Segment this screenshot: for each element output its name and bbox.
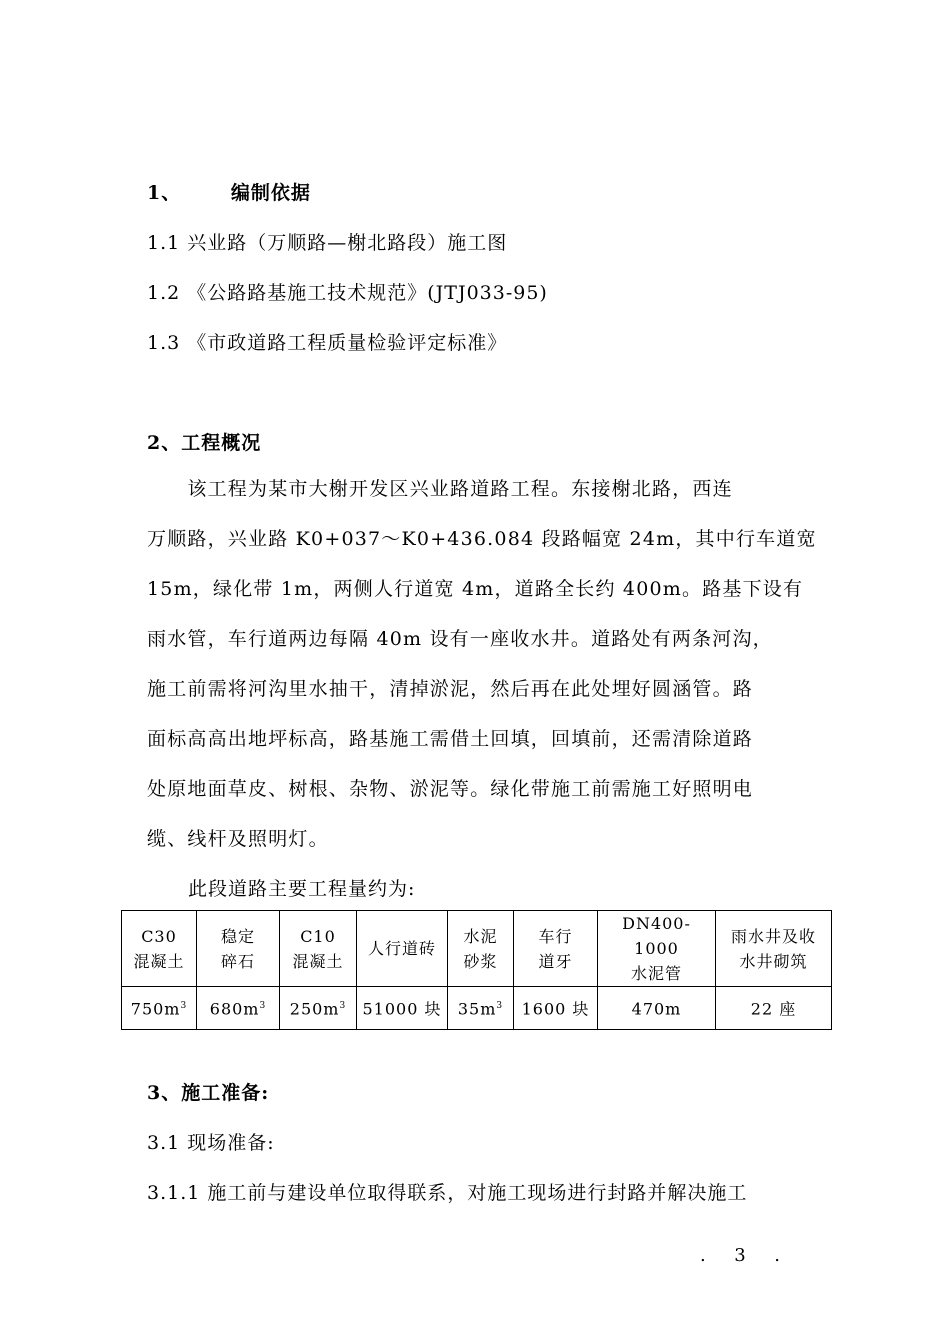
paragraph-line: 缆、线杆及照明灯。 (147, 828, 329, 850)
table-cell: 22 座 (716, 987, 832, 1030)
page-number: 3 (734, 1245, 746, 1266)
table-row (122, 987, 832, 1030)
paragraph-line: 面标高高出地坪标高，路基施工需借土回填，回填前，还需清除道路 (147, 728, 754, 750)
table-intro: 此段道路主要工程量约为: (188, 878, 416, 900)
section3-heading: 3、施工准备: (147, 1082, 270, 1104)
paragraph-line: 处原地面草皮、树根、杂物、淤泥等。绿化带施工前需施工好照明电 (147, 778, 754, 800)
table-cell: $35m^3$ (448, 987, 514, 1030)
section1-heading-num: 1、 (147, 182, 182, 204)
paragraph-line: 该工程为某市大榭开发区兴业路道路工程。东接榭北路，西连 (147, 478, 733, 500)
paragraph-line: 雨水管，车行道两边每隔 40m 设有一座收水井。道路处有两条河沟， (147, 628, 773, 650)
table-cell: $750m^3$ (122, 987, 197, 1030)
reference-item: 1.3 《市政道路工程质量检验评定标准》 (147, 332, 508, 354)
table-header-row (122, 911, 832, 987)
section3-subheading: 3.1 现场准备: (147, 1132, 275, 1154)
table-header-cell: 车行 道牙 (514, 911, 598, 987)
table-header-cell: DN400-1000 水泥管 (598, 911, 716, 987)
table-header-cell: 水泥 砂浆 (448, 911, 514, 987)
project-overview-paragraph (147, 464, 817, 864)
paragraph-line: 15m，绿化带 1m，两侧人行道宽 4m，道路全长约 400m。路基下设有 (147, 578, 804, 600)
footer-dot: . (774, 1245, 780, 1266)
table-header-cell: 稳定 碎石 (197, 911, 280, 987)
section1-heading (147, 178, 311, 205)
table-cell: $250m^3$ (280, 987, 357, 1030)
table-header-cell: 雨水井及收 水井砌筑 (716, 911, 832, 987)
reference-item: 1.1 兴业路（万顺路—榭北路段）施工图 (147, 232, 508, 254)
table-header-cell: C30 混凝土 (122, 911, 197, 987)
footer-dot: . (700, 1245, 706, 1266)
reference-item: 1.2 《公路路基施工技术规范》(JTJ033-95) (147, 282, 548, 304)
page-footer (700, 1245, 780, 1266)
table-header-cell: 人行道砖 (357, 911, 448, 987)
paragraph-line: 施工前需将河沟里水抽干，清掉淤泥，然后再在此处埋好圆涵管。路 (147, 678, 754, 700)
section1-heading-text: 编制依据 (230, 182, 311, 204)
table-header-cell: C10 混凝土 (280, 911, 357, 987)
section3-paragraph-line: 3.1.1 施工前与建设单位取得联系，对施工现场进行封路并解决施工 (147, 1182, 748, 1204)
section2-heading: 2、工程概况 (147, 432, 262, 454)
table-cell: 1600 块 (514, 987, 598, 1030)
table-cell: 470m (598, 987, 716, 1030)
paragraph-line: 万顺路，兴业路 K0+037～K0+436.084 段路幅宽 24m，其中行车道宽 (147, 528, 817, 550)
table-cell: 51000 块 (357, 987, 448, 1030)
quantities-table (121, 910, 832, 1030)
table-cell: $680m^3$ (197, 987, 280, 1030)
